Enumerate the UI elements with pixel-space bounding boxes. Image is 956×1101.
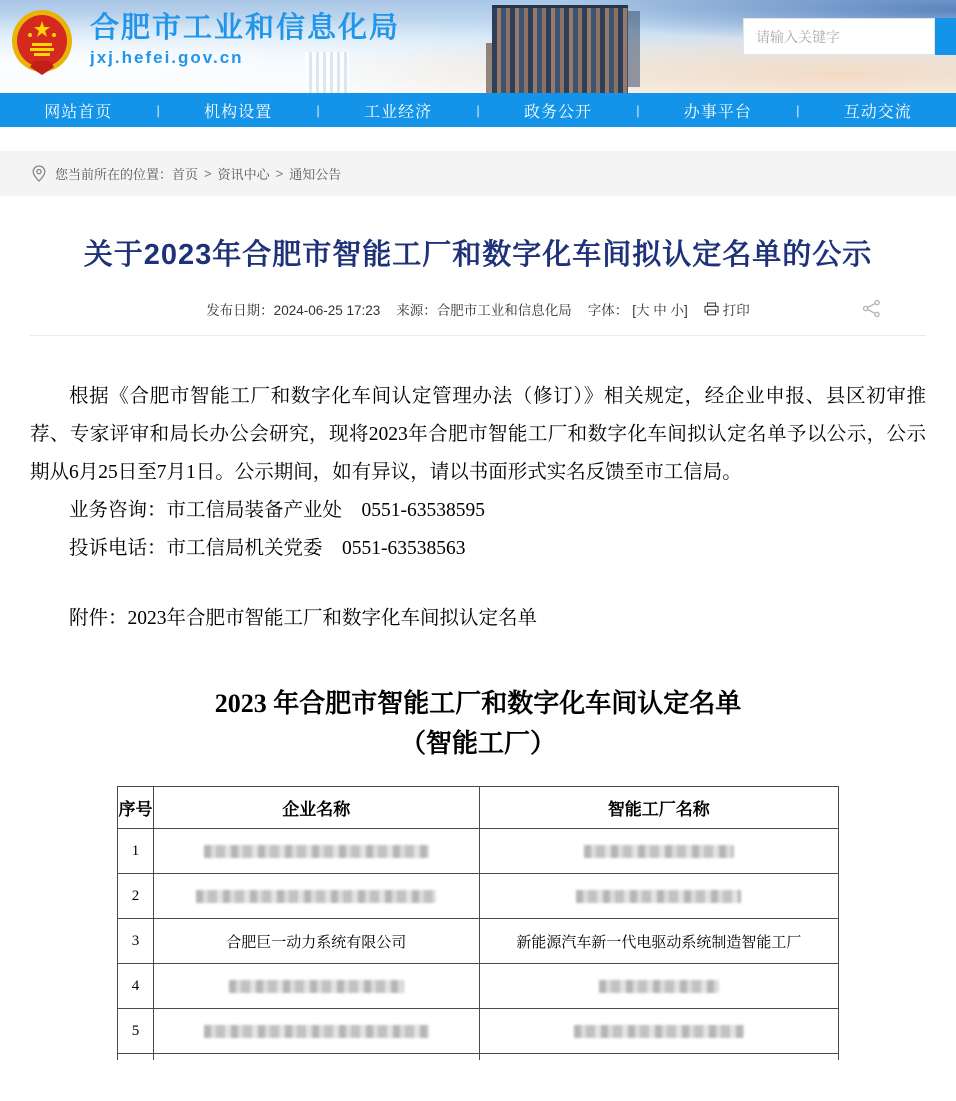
cell-company-redacted (153, 874, 479, 919)
breadcrumb-notices[interactable]: 通知公告 (289, 167, 342, 182)
nav-separator: | (156, 102, 160, 118)
header-serial: 序号 (118, 787, 154, 829)
article-meta-bar (30, 299, 926, 336)
font-size-label: 字体： (587, 303, 629, 318)
attachment-heading-line2: （智能工厂） (399, 729, 556, 758)
nav-separator: | (796, 102, 800, 118)
share-icon[interactable] (862, 299, 881, 321)
table-row-partial (118, 1054, 839, 1060)
nav-item-gov-affairs[interactable]: 政务公开 (523, 103, 592, 121)
attachment-heading-line1: 2023 年合肥市智能工厂和数字化车间认定名单 (214, 689, 742, 718)
site-banner (0, 0, 956, 93)
printer-icon (704, 302, 719, 316)
table-row (118, 874, 839, 919)
print-button[interactable] (704, 299, 750, 319)
site-url: jxj.hefei.gov.cn (90, 48, 244, 67)
font-size-switcher[interactable]: [大 中 小] (632, 303, 688, 318)
article-title: 关于2023年合肥市智能工厂和数字化车间拟认定名单的公示 (83, 239, 873, 271)
search-box (743, 18, 956, 55)
smart-factory-table (117, 786, 839, 1060)
complaint-contact-line: 投诉电话：市工信局机关党委 0551-63538563 (69, 538, 466, 559)
nav-item-organization[interactable]: 机构设置 (204, 103, 273, 121)
article-content (0, 232, 956, 1060)
nav-item-service-platform[interactable]: 办事平台 (683, 103, 752, 121)
site-name: 合肥市工业和信息化局 (90, 12, 401, 44)
business-contact-line: 业务咨询：市工信局装备产业处 0551-63538595 (69, 500, 485, 521)
header-company: 企业名称 (153, 787, 479, 829)
nav-separator: | (476, 102, 480, 118)
cell-factory-redacted (479, 964, 838, 1009)
table-row (118, 829, 839, 874)
search-button[interactable] (935, 18, 956, 55)
spacer (0, 127, 956, 151)
cell-serial: 2 (118, 874, 154, 919)
breadcrumb-home[interactable]: 首页 (172, 167, 199, 182)
cell-factory-redacted (479, 1009, 838, 1054)
cell-company-redacted (153, 829, 479, 874)
breadcrumb-separator: > (204, 166, 212, 181)
nav-separator: | (316, 102, 320, 118)
nav-item-home[interactable]: 网站首页 (44, 103, 113, 121)
breadcrumb-prefix: 您当前所在的位置： (55, 167, 173, 182)
cell-serial: 4 (118, 964, 154, 1009)
national-emblem-icon (10, 9, 74, 77)
location-pin-icon (32, 165, 46, 182)
header-factory: 智能工厂名称 (479, 787, 838, 829)
publish-date: 发布日期：2024-06-25 17:23 (206, 303, 381, 318)
nav-separator: | (636, 102, 640, 118)
banner-building-photo (492, 5, 628, 93)
cell-company: 合肥巨一动力系统有限公司 (153, 919, 479, 964)
breadcrumb-separator: > (275, 166, 284, 181)
print-label: 打印 (722, 303, 750, 318)
main-nav (0, 93, 956, 127)
table-row (118, 919, 839, 964)
paragraph-main: 根据《合肥市智能工厂和数字化车间认定管理办法（修订）》相关规定，经企业申报、县区初审推荐、专家评审和局长办公会研究，现将2023年合肥市智能工厂和数字化车间拟认定名单予以公示，公示期从6月25日至7月1日。公示期间，如有异议，请以书面形式实名反馈至市工信局。 (30, 386, 926, 483)
breadcrumb (0, 151, 956, 196)
search-input[interactable] (743, 18, 935, 55)
redacted-text-blur (576, 890, 741, 903)
attachment-line: 附件：2023年合肥市智能工厂和数字化车间拟认定名单 (69, 608, 538, 629)
redacted-text-blur (229, 980, 404, 993)
redacted-text-blur (204, 1025, 429, 1038)
table-row (118, 1009, 839, 1054)
attachment-heading (30, 684, 926, 764)
cell-factory-redacted (479, 874, 838, 919)
article-source: 来源：合肥市工业和信息化局 (396, 303, 572, 318)
cell-company-redacted (153, 964, 479, 1009)
cell-serial: 5 (118, 1009, 154, 1054)
article-body (30, 378, 926, 638)
redacted-text-blur (196, 890, 436, 903)
redacted-text-blur (584, 845, 734, 858)
table-header-row (118, 787, 839, 829)
cell-factory-redacted (479, 829, 838, 874)
cell-factory: 新能源汽车新一代电驱动系统制造智能工厂 (479, 919, 838, 964)
cell-serial: 3 (118, 919, 154, 964)
cell-serial: 1 (118, 829, 154, 874)
redacted-text-blur (574, 1025, 744, 1038)
cell-company-redacted (153, 1009, 479, 1054)
nav-item-industry-economy[interactable]: 工业经济 (364, 103, 433, 121)
table-row (118, 964, 839, 1009)
nav-item-interaction[interactable]: 互动交流 (843, 103, 912, 121)
redacted-text-blur (599, 980, 719, 993)
breadcrumb-news-center[interactable]: 资讯中心 (217, 167, 270, 182)
site-logo[interactable] (10, 9, 400, 77)
redacted-text-blur (204, 845, 429, 858)
